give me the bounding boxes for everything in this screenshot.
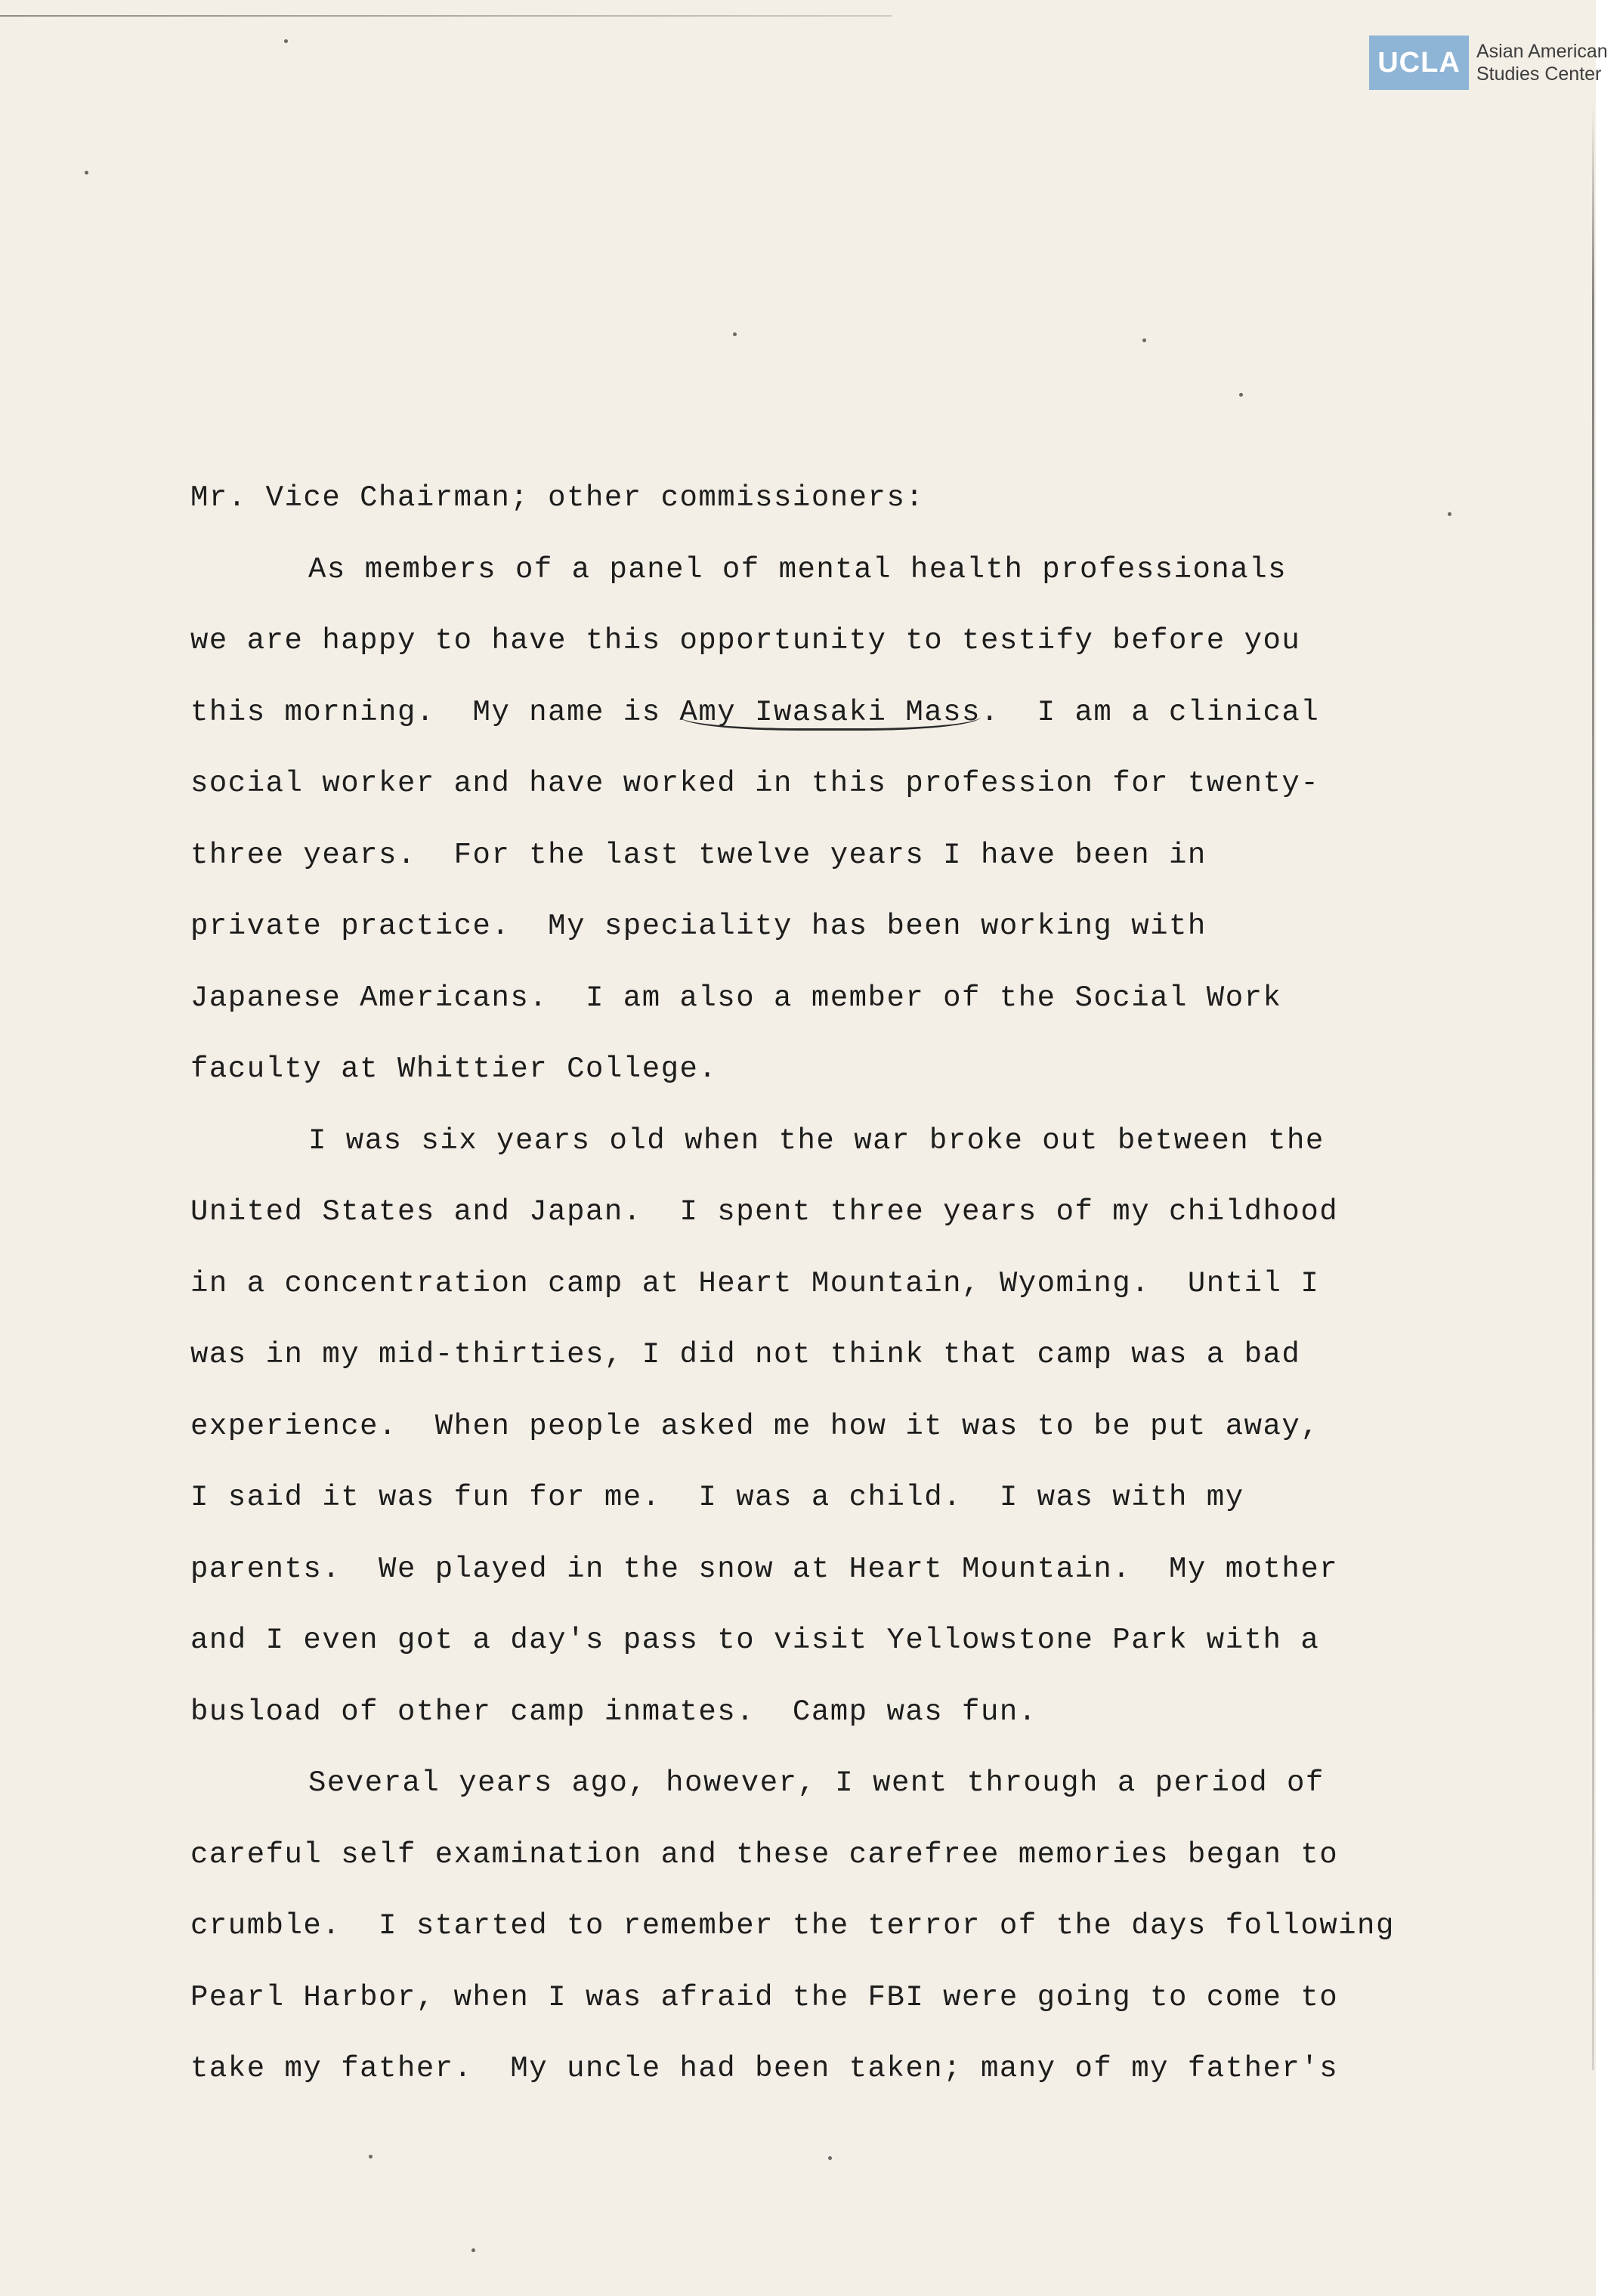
text-line: parents. We played in the snow at Heart Mountain. My mother [190,1552,1339,1586]
text-line: I was six years old when the war broke out between the [308,1123,1325,1157]
ucla-org-name [1476,40,1608,85]
ucla-logo-box: UCLA [1369,36,1469,90]
scan-speck [85,171,88,175]
scan-speck [471,2248,475,2252]
scan-speck [828,2156,832,2160]
text-line: As members of a panel of mental health professionals [308,552,1287,586]
text-line: and I even got a day's pass to visit Yellowstone Park with a [190,1624,1320,1657]
scan-speck [1239,393,1243,397]
text-line: Japanese Americans. I am also a member of the Social Work [190,981,1282,1015]
scan-speck [733,332,737,336]
page-top-edge [0,15,892,17]
ucla-aasc-logo [1369,35,1608,91]
text-line: take my father. My uncle had been taken; many of my father's [190,2052,1339,2085]
scan-speck [284,39,288,43]
text-line: private practice. My speciality has been working with [190,910,1207,943]
text-line: we are happy to have this opportunity to testify before you [190,624,1301,657]
text-fragment: this morning. My name is [190,695,680,729]
text-line: busload of other camp inmates. Camp was fun. [190,1695,1037,1729]
text-line-with-name [190,677,1505,749]
scan-margin [1596,0,1623,2296]
text-line: social worker and have worked in this profession for twenty- [190,767,1320,800]
text-line: careful self examination and these carefree memories began to [190,1837,1339,1871]
org-name-line-1: Asian American [1476,41,1608,62]
testimony-text [190,462,1505,2105]
text-line: I said it was fun for me. I was a child. I was with my [190,1481,1244,1514]
text-fragment: . I am a clinical [980,695,1320,729]
text-line: crumble. I started to remember the terror of the days following [190,1909,1395,1942]
scan-speck [1142,338,1146,342]
speaker-name: Amy Iwasaki Mass [680,697,981,731]
text-line: experience. When people asked me how it was to be put away, [190,1409,1320,1443]
text-line: Several years ago, however, I went through a period of [308,1766,1325,1800]
text-line: in a concentration camp at Heart Mountain, Wyoming. Until I [190,1266,1320,1300]
salutation: Mr. Vice Chairman; other commissioners: [190,481,925,515]
text-line: Pearl Harbor, when I was afraid the FBI were going to come to [190,1980,1339,2014]
text-line: was in my mid-thirties, I did not think that camp was a bad [190,1338,1301,1371]
org-name-line-2: Studies Center [1476,63,1602,85]
page-right-edge [1592,106,1594,2070]
text-line: three years. For the last twelve years I have been in [190,838,1207,872]
scan-speck [369,2155,373,2158]
text-line: United States and Japan. I spent three years of my childhood [190,1195,1339,1228]
text-line: faculty at Whittier College. [190,1052,718,1086]
